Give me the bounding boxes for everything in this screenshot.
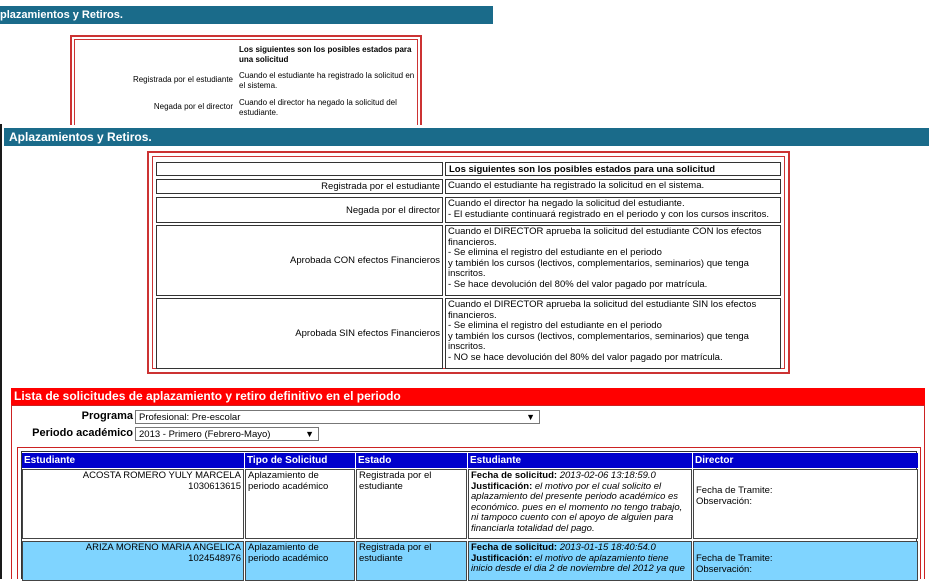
state-label-aprobada-con: Aprobada CON efectos Financieros xyxy=(156,225,443,296)
state-desc-aprobada-sin: Cuando el DIRECTOR aprueba la solicitud del estudiante SIN los efectos financieros. - Se elimina el registro del estudiante en el periodo y también los cursos (lectivos, complementarios, seminarios) que tenga inscritos. - NO se hace devolución del 80% del valor pagado por matrícula. xyxy=(445,298,781,369)
programa-select-value: Profesional: Pre-escolar xyxy=(139,412,241,423)
mini-row-label: Negada por el director xyxy=(153,102,233,111)
programa-label: Programa xyxy=(81,410,133,422)
col-header-director: Director xyxy=(693,453,918,468)
table-row-tipo: Aplazamiento de periodo académico xyxy=(245,541,355,581)
chevron-down-icon: ▼ xyxy=(305,429,314,439)
states-title: Los siguientes son los posibles estados para una solicitud xyxy=(445,162,781,176)
student-id: 1024548976 xyxy=(188,552,241,564)
justificacion-label: Justificación: xyxy=(471,552,533,564)
state-label-registrada: Registrada por el estudiante xyxy=(156,179,443,194)
director-fecha-label: Fecha de Tramite: xyxy=(696,553,773,564)
table-row-director xyxy=(693,469,918,539)
mini-section-header: plazamientos y Retiros. xyxy=(0,6,493,24)
table-row-director xyxy=(693,541,918,581)
mini-row-desc: Cuando el director ha negado la solicitud del estudiante. xyxy=(239,98,397,117)
col-header-estudiante-detalle: Estudiante xyxy=(468,453,692,468)
fecha-value: 2013-02-06 13:18:59.0 xyxy=(559,470,656,481)
chevron-down-icon: ▼ xyxy=(526,412,535,422)
state-desc-registrada: Cuando el estudiante ha registrado la solicitud en el sistema. xyxy=(445,179,781,194)
periodo-select[interactable] xyxy=(135,427,319,441)
fecha-value: 2013-01-15 18:40:54.0 xyxy=(559,542,656,553)
state-desc-aprobada-con: Cuando el DIRECTOR aprueba la solicitud del estudiante CON los efectos financieros. - Se elimina el registro del estudiante en el periodo y también los cursos (lectivos, complementarios, seminarios) que tenga inscritos. - Se hace devolución del 80% del valor pagado por matrícula. xyxy=(445,225,781,296)
table-row-tipo: Aplazamiento de periodo académico xyxy=(245,469,355,539)
mini-row-label: Registrada por el estudiante xyxy=(132,75,233,84)
mini-title: Los siguientes son los posibles estados para una solicitud xyxy=(239,45,412,64)
justificacion-value: el motivo por el cual solicito el aplazamiento del presente periodo académico es económico. pues en el momento no tengo trabajo, ni tampoco cuento con el apoyo de alguien para financiarla totalidad del pago. xyxy=(471,480,683,534)
state-desc-negada: Cuando el director ha negado la solicitud del estudiante. - El estudiante continuará registrado en el periodo y con los cursos inscritos. xyxy=(445,197,781,223)
table-row-detalle xyxy=(468,469,692,539)
fecha-label: Fecha de solicitud: xyxy=(471,542,558,553)
programa-select[interactable] xyxy=(135,410,540,424)
periodo-select-value: 2013 - Primero (Febrero-Mayo) xyxy=(139,429,271,440)
state-label-aprobada-sin: Aprobada SIN efectos Financieros xyxy=(156,298,443,369)
page-title: Aplazamientos y Retiros. xyxy=(4,128,929,146)
director-fecha-label: Fecha de Tramite: xyxy=(696,485,773,496)
student-name: ACOSTA ROMERO YULY MARCELA xyxy=(82,470,241,481)
director-observacion-label: Observación: xyxy=(696,563,752,575)
fecha-label: Fecha de solicitud: xyxy=(471,470,558,481)
table-row-student xyxy=(22,541,244,581)
student-name: ARIZA MORENO MARIA ANGELICA xyxy=(85,542,241,553)
mini-row-desc: Cuando el estudiante ha registrado la solicitud en el sistema. xyxy=(239,71,415,90)
table-row-student xyxy=(22,469,244,539)
justificacion-value: el motivo de aplazamiento tiene inicio desde el dia 2 de noviembre del 2012 ya que xyxy=(471,552,685,574)
mini-states-inner xyxy=(74,39,418,125)
periodo-label: Periodo académico xyxy=(32,427,133,439)
states-empty-cell xyxy=(156,162,443,176)
state-label-negada: Negada por el director xyxy=(156,197,443,223)
table-row-detalle xyxy=(468,541,692,581)
director-observacion-label: Observación: xyxy=(696,495,752,507)
col-header-tipo: Tipo de Solicitud xyxy=(245,453,355,468)
table-row-estado: Registrada por el estudiante xyxy=(356,541,467,581)
justificacion-label: Justificación: xyxy=(471,480,533,492)
col-header-estudiante: Estudiante xyxy=(22,453,244,468)
table-row-estado: Registrada por el estudiante xyxy=(356,469,467,539)
student-id: 1030613615 xyxy=(188,480,241,492)
mini-states-box xyxy=(70,35,422,125)
col-header-estado: Estado xyxy=(356,453,467,468)
solicitudes-section-title: Lista de solicitudes de aplazamiento y retiro definitivo en el periodo xyxy=(11,388,925,405)
